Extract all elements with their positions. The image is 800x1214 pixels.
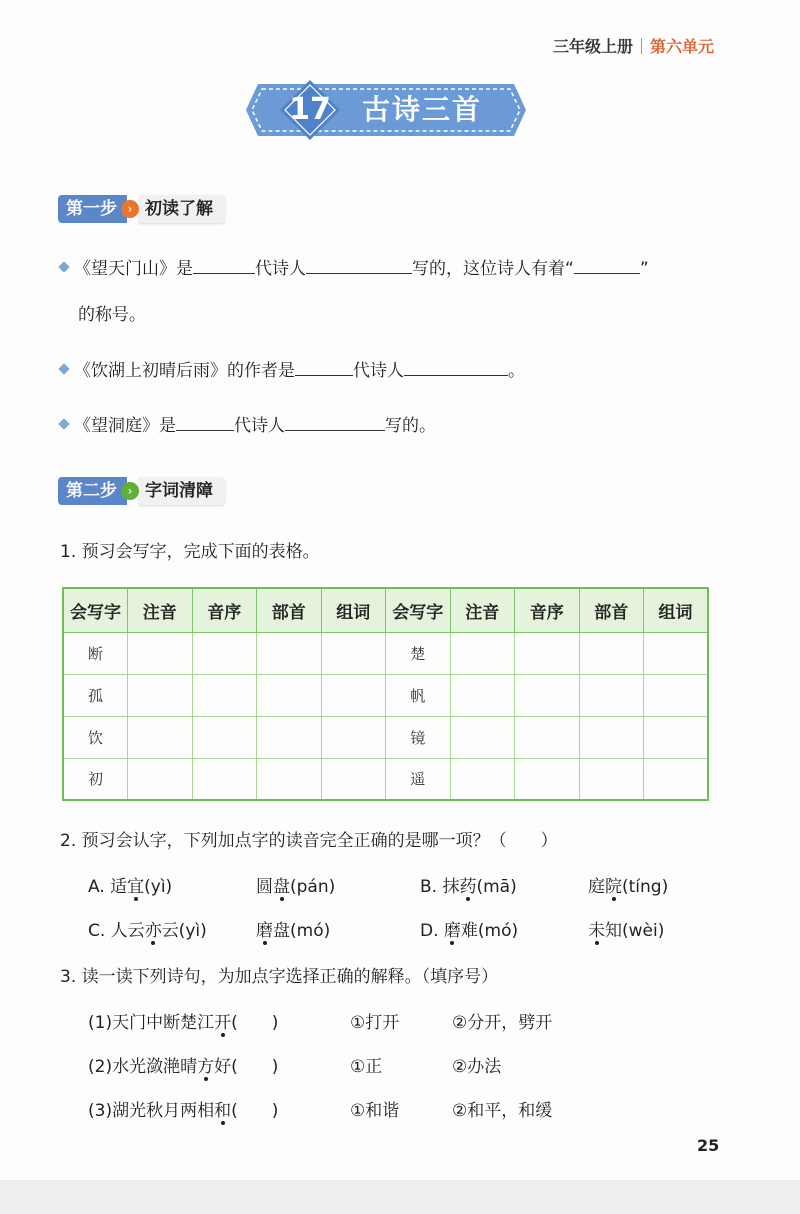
column-header: 注音 <box>128 588 193 632</box>
option-a-second <box>256 872 335 902</box>
unit-label: 第六单元 <box>649 37 714 56</box>
option-text: (yì) <box>144 877 173 897</box>
dotted-char: 和 <box>214 1101 232 1121</box>
q3-item-1 <box>88 1008 278 1038</box>
answer-cell[interactable] <box>450 674 515 716</box>
fill-text: 《望洞庭》是 <box>74 416 176 436</box>
column-header: 部首 <box>257 588 322 632</box>
answer-cell[interactable] <box>257 758 322 800</box>
answer-cell[interactable] <box>579 716 644 758</box>
dotted-char: 宜 <box>127 877 145 897</box>
char-cell: 遥 <box>386 758 451 800</box>
dotted-char: 方 <box>197 1057 215 1077</box>
char-cell: 孤 <box>63 674 128 716</box>
table-row <box>63 674 708 716</box>
answer-cell[interactable] <box>644 716 709 758</box>
fill-line-1-cont <box>78 300 146 330</box>
answer-cell[interactable] <box>257 716 322 758</box>
character-table <box>62 587 709 801</box>
fill-text: 写的。 <box>385 416 436 436</box>
answer-cell[interactable] <box>450 758 515 800</box>
answer-cell[interactable] <box>644 758 709 800</box>
answer-cell[interactable] <box>128 758 193 800</box>
q3-item-2 <box>88 1052 278 1082</box>
option-text: 圆 <box>256 877 273 897</box>
answer-cell[interactable] <box>257 632 322 674</box>
fill-text: 《饮湖上初晴后雨》的作者是 <box>74 361 295 381</box>
fill-line-1 <box>60 254 649 284</box>
option-text: 知(wèi) <box>605 921 665 941</box>
option-d-first[interactable] <box>420 916 518 946</box>
option-d-second <box>588 916 664 946</box>
fill-text: 代诗人 <box>353 361 404 381</box>
table-row <box>63 758 708 800</box>
answer-paren[interactable]: ( ) <box>231 1013 279 1033</box>
answer-cell[interactable] <box>450 632 515 674</box>
char-cell: 饮 <box>63 716 128 758</box>
answer-blank[interactable] <box>176 411 234 431</box>
q3-item-2-opt2: ②办法 <box>452 1057 502 1077</box>
column-header: 组词 <box>644 588 709 632</box>
fill-line-3 <box>60 411 436 441</box>
q3-item-2-opt1: ①正 <box>350 1057 383 1077</box>
poem-text: 好 <box>214 1057 232 1077</box>
option-text: C. 人云 <box>88 921 145 941</box>
answer-blank[interactable] <box>285 411 385 431</box>
option-text: B. 抹 <box>420 877 460 897</box>
lesson-title: 古诗三首 <box>362 93 483 126</box>
lesson-title-badge <box>244 80 528 140</box>
q3-item-3 <box>88 1096 278 1126</box>
column-header: 音序 <box>192 588 257 632</box>
answer-blank[interactable] <box>404 356 508 376</box>
answer-blank[interactable] <box>295 356 353 376</box>
option-text: D. <box>420 921 444 941</box>
option-text: (pán) <box>290 877 336 897</box>
char-cell: 初 <box>63 758 128 800</box>
table-header-row <box>63 588 708 632</box>
question-3: 3. 读一读下列诗句，为加点字选择正确的解释。（填序号） <box>60 967 499 987</box>
answer-blank[interactable] <box>574 254 640 274</box>
fill-line-2 <box>60 356 525 386</box>
chevron-right-icon: › <box>121 200 139 218</box>
option-text: (mā) <box>476 877 517 897</box>
answer-cell[interactable] <box>321 674 386 716</box>
poem-text: (1)天门中断楚江 <box>88 1013 215 1033</box>
fill-text: 写的，这位诗人有着“ <box>412 259 574 279</box>
fill-text: ” <box>639 259 649 279</box>
option-text: 盘(mó) <box>273 921 331 941</box>
answer-cell[interactable] <box>192 758 257 800</box>
q3-item-1-opt2: ②分开，劈开 <box>452 1013 553 1033</box>
option-c-second <box>256 916 330 946</box>
dotted-char: 院 <box>605 877 622 897</box>
answer-cell[interactable] <box>257 674 322 716</box>
answer-paren[interactable]: ( ) <box>231 1101 279 1121</box>
answer-cell[interactable] <box>128 632 193 674</box>
answer-cell[interactable] <box>128 716 193 758</box>
column-header: 会写字 <box>63 588 128 632</box>
answer-cell[interactable] <box>579 758 644 800</box>
column-header: 注音 <box>450 588 515 632</box>
char-cell: 楚 <box>386 632 451 674</box>
char-cell: 镜 <box>386 716 451 758</box>
header-divider <box>641 38 642 54</box>
option-text: 庭 <box>588 877 605 897</box>
q3-item-3-opt2: ②和平，和缓 <box>452 1101 553 1121</box>
fill-text: 《望天门山》是 <box>74 259 193 279</box>
fill-text: 代诗人 <box>234 416 285 436</box>
option-text: (tíng) <box>622 877 669 897</box>
answer-blank[interactable] <box>306 254 412 274</box>
answer-cell[interactable] <box>579 632 644 674</box>
char-cell: 断 <box>63 632 128 674</box>
option-text: 云(yì) <box>161 921 207 941</box>
page-number: 25 <box>697 1136 720 1155</box>
step-two-text: 字词清障 <box>139 477 225 505</box>
answer-cell[interactable] <box>579 674 644 716</box>
dotted-char: 盘 <box>273 877 290 897</box>
option-text: A. 适 <box>88 877 128 897</box>
answer-cell[interactable] <box>644 632 709 674</box>
dotted-char: 亦 <box>144 921 162 941</box>
page-edge-shade <box>0 1180 800 1214</box>
question-2: 2. 预习会认字，下列加点字的读音完全正确的是哪一项？（ ） <box>60 831 558 851</box>
column-header: 音序 <box>515 588 580 632</box>
answer-paren[interactable]: ( ) <box>231 1057 279 1077</box>
diamond-bullet-icon <box>58 363 69 374</box>
fill-text: 代诗人 <box>255 259 306 279</box>
answer-cell[interactable] <box>321 716 386 758</box>
page-header <box>553 34 714 57</box>
option-b-second <box>588 872 668 902</box>
grade-label: 三年级上册 <box>552 37 633 56</box>
diamond-bullet-icon <box>58 418 69 429</box>
option-b-first[interactable] <box>420 872 517 902</box>
answer-cell[interactable] <box>192 632 257 674</box>
answer-cell[interactable] <box>450 716 515 758</box>
answer-cell[interactable] <box>321 632 386 674</box>
poem-text: (2)水光潋滟晴 <box>88 1057 198 1077</box>
column-header: 组词 <box>321 588 386 632</box>
step-one-text: 初读了解 <box>139 195 225 223</box>
step-two-banner <box>58 475 225 507</box>
answer-cell[interactable] <box>515 716 580 758</box>
table-row <box>63 632 708 674</box>
step-two-label: 第二步 <box>58 477 127 505</box>
answer-blank[interactable] <box>193 254 255 274</box>
column-header: 会写字 <box>386 588 451 632</box>
table-row <box>63 716 708 758</box>
option-a-first[interactable] <box>88 872 172 902</box>
answer-cell[interactable] <box>515 674 580 716</box>
column-header: 部首 <box>579 588 644 632</box>
dotted-char: 开 <box>214 1013 232 1033</box>
dotted-char: 药 <box>459 877 477 897</box>
answer-cell[interactable] <box>128 674 193 716</box>
option-c-first[interactable] <box>88 916 207 946</box>
chevron-right-icon: › <box>121 482 139 500</box>
answer-cell[interactable] <box>192 674 257 716</box>
answer-cell[interactable] <box>192 716 257 758</box>
question-1: 1. 预习会写字，完成下面的表格。 <box>60 542 320 562</box>
q3-item-1-opt1: ①打开 <box>350 1013 400 1033</box>
dotted-char: 未 <box>588 921 605 941</box>
answer-cell[interactable] <box>644 674 709 716</box>
lesson-number: 17 <box>289 92 331 127</box>
dotted-char: 磨 <box>256 921 273 941</box>
step-one-label: 第一步 <box>58 195 127 223</box>
diamond-bullet-icon <box>58 261 69 272</box>
fill-text: 。 <box>508 361 525 381</box>
step-one-banner <box>58 193 225 225</box>
answer-cell[interactable] <box>515 632 580 674</box>
dotted-char: 磨 <box>443 921 461 941</box>
option-text: 难(mó) <box>460 921 519 941</box>
poem-text: (3)湖光秋月两相 <box>88 1101 215 1121</box>
answer-cell[interactable] <box>321 758 386 800</box>
char-cell: 帆 <box>386 674 451 716</box>
answer-cell[interactable] <box>515 758 580 800</box>
fill-text: 的称号。 <box>78 305 146 325</box>
q3-item-3-opt1: ①和谐 <box>350 1101 400 1121</box>
